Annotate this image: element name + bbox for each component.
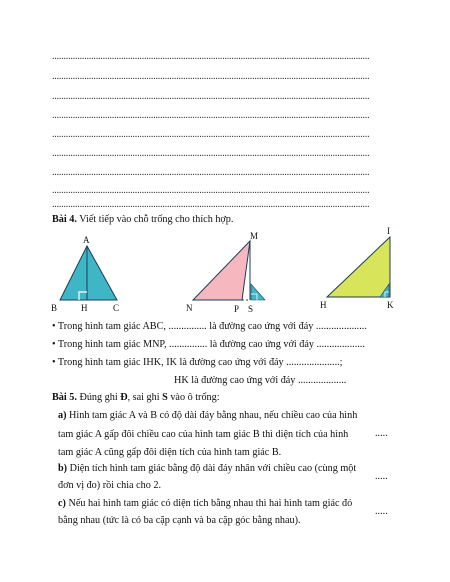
instruction-text: , sai ghi bbox=[127, 392, 163, 403]
item-b-text: Diện tích hình tam giác bằng độ dài đáy nhân với chiều cao (cùng một bbox=[69, 463, 357, 474]
exercise-5-title: Bài 5. bbox=[52, 392, 77, 403]
instruction-text: vào ô trống: bbox=[167, 392, 220, 403]
item-b-line-2: đơn vị đo) rồi chia cho 2. bbox=[58, 480, 161, 491]
item-a-line-1 bbox=[58, 409, 357, 422]
answer-line: .......................................................................................................................................... bbox=[52, 130, 370, 140]
label-c: C bbox=[113, 303, 120, 313]
answer-line: .......................................................................................................................................... bbox=[52, 52, 370, 62]
exercise-4-title: Bài 4. bbox=[52, 214, 77, 225]
statement-abc: • Trong hình tam giác ABC, ............... là đường cao ứng với đáy .................... bbox=[52, 321, 367, 332]
exercise-5-heading bbox=[52, 391, 220, 404]
label-b: B bbox=[51, 303, 58, 313]
label-s: S bbox=[248, 304, 254, 314]
label-h2: H bbox=[320, 300, 327, 310]
statement-ihk: • Trong hình tam giác IHK, IK là đường cao ứng với đáy .....................; bbox=[52, 357, 343, 368]
triangle-mnp bbox=[186, 231, 265, 314]
statement-mnp: • Trong hình tam giác MNP, ............... là đường cao ứng với đáy ................... bbox=[52, 339, 365, 350]
label-k: K bbox=[387, 300, 394, 310]
instruction-text: Đúng ghi bbox=[79, 392, 121, 403]
item-a-line-2: tam giác A gấp đôi chiều cao của hình tam giác B thì diện tích của hình bbox=[58, 429, 349, 440]
set-square-icon bbox=[251, 284, 265, 300]
triangle-ihk bbox=[320, 226, 394, 310]
label-m: M bbox=[250, 231, 259, 241]
instruction-s: S bbox=[162, 392, 168, 403]
item-c-line-1 bbox=[58, 497, 352, 510]
triangle-ihk-shape bbox=[327, 237, 390, 297]
answer-line: .......................................................................................................................................... bbox=[52, 72, 370, 82]
triangle-mnp-shape bbox=[193, 241, 250, 300]
label-i: I bbox=[387, 226, 390, 236]
item-b-line-1 bbox=[58, 462, 356, 475]
answer-line: .......................................................................................................................................... bbox=[52, 200, 370, 210]
label-h: H bbox=[81, 303, 88, 313]
item-a-text: Hình tam giác A và B có độ dài đáy bằng nhau, nếu chiều cao của hình bbox=[69, 410, 358, 421]
label-n: N bbox=[186, 303, 193, 313]
answer-line: .......................................................................................................................................... bbox=[52, 149, 370, 159]
answer-line: .......................................................................................................................................... bbox=[52, 168, 370, 178]
label-p: P bbox=[234, 304, 240, 314]
answer-box-a[interactable]: ..... bbox=[375, 428, 388, 439]
triangle-abc bbox=[51, 235, 119, 313]
item-b-tag: b) bbox=[58, 463, 68, 474]
item-c-line-2: bằng nhau (tức là có ba cặp cạnh và ba cặp góc bằng nhau). bbox=[58, 515, 301, 526]
label-a: A bbox=[83, 235, 90, 245]
item-c-text: Nếu hai hình tam giác có diện tích bằng nhau thì hai hình tam giác đó bbox=[68, 498, 353, 509]
exercise-4-instruction: Viết tiếp vào chỗ trống cho thích hợp. bbox=[79, 214, 234, 225]
item-a-tag: a) bbox=[58, 410, 67, 421]
triangle-abc-shape bbox=[60, 246, 117, 300]
answer-line: .......................................................................................................................................... bbox=[52, 92, 370, 102]
answer-line: .......................................................................................................................................... bbox=[52, 111, 370, 121]
statement-ihk-2: HK là đường cao ứng với đáy ................... bbox=[174, 375, 347, 386]
answer-line: .......................................................................................................................................... bbox=[52, 186, 370, 196]
instruction-d: Đ bbox=[120, 392, 128, 403]
answer-box-b[interactable]: ..... bbox=[375, 471, 388, 482]
item-c-tag: c) bbox=[58, 498, 66, 509]
item-a-line-3: tam giác A cũng gấp đôi diện tích của hình tam giác B. bbox=[58, 447, 282, 458]
answer-box-c[interactable]: ..... bbox=[375, 506, 388, 517]
